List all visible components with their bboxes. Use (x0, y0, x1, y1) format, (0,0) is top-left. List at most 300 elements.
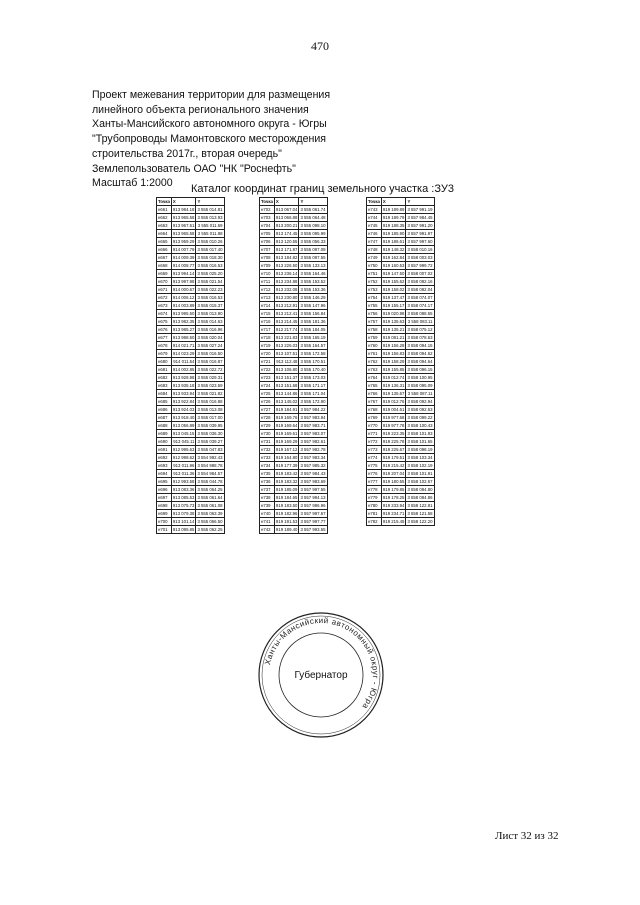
y-cell: 3 557 983.94 (300, 415, 326, 420)
point-cell: н661 (157, 206, 172, 214)
table-row (157, 334, 225, 342)
catalog-title: Каталог координат границ земельного участка :ЗУ3 (191, 183, 454, 195)
table-row (157, 374, 225, 382)
x-cell: 919 135.67 (382, 391, 405, 396)
point-cell: н763 (367, 366, 382, 374)
x-cell: 919 012.76 (382, 399, 405, 404)
table-row (157, 262, 225, 270)
x-cell: 913 171.97 (275, 247, 298, 252)
point-cell: н686 (157, 406, 172, 414)
point-cell: н721 (260, 358, 275, 366)
x-cell: 913 232.08 (275, 287, 298, 292)
x-cell: 912 998.62 (172, 455, 195, 460)
table-row (157, 478, 225, 486)
column-header-x: X (381, 198, 406, 206)
point-cell: н776 (367, 470, 382, 478)
y-cell: 3 557 984.43 (300, 471, 326, 476)
x-cell: 913 982.35 (172, 319, 195, 324)
y-cell: 3 555 063.39 (197, 511, 223, 516)
table-row (260, 390, 328, 398)
y-cell: 3 555 064.48 (300, 215, 326, 220)
table-row (367, 254, 435, 262)
x-cell: 919 081.21 (382, 335, 405, 340)
table-row (367, 502, 435, 510)
header-line: Ханты-Мансийского автономного округа - Югры (92, 118, 327, 131)
y-cell: 3 555 039.27 (197, 439, 223, 444)
table-row (157, 310, 225, 318)
point-cell: н718 (260, 334, 275, 342)
table-row (260, 230, 328, 238)
y-cell: 3 555 164.46 (300, 271, 326, 276)
y-cell: 3 555 061.64 (197, 495, 223, 500)
y-cell: 3 557 984.45 (407, 215, 433, 220)
point-cell: н704 (260, 222, 275, 230)
x-cell: 913 174.45 (275, 231, 298, 236)
point-cell: н725 (260, 390, 275, 398)
point-cell: н732 (260, 446, 275, 454)
point-cell: н779 (367, 494, 382, 502)
point-cell: н684 (157, 390, 172, 398)
x-cell: 919 215.42 (382, 463, 405, 468)
point-cell: н762 (367, 358, 382, 366)
x-cell: 919 155.17 (382, 303, 405, 308)
y-cell: 3 558 088.55 (407, 311, 433, 316)
table-row (367, 246, 435, 254)
y-cell: 3 555 013.93 (197, 215, 223, 220)
y-cell: 3 555 013.90 (197, 311, 223, 316)
x-cell: 913 214.45 (275, 319, 298, 324)
y-cell: 3 555 153.52 (300, 279, 326, 284)
table-row (260, 254, 328, 262)
table-row (157, 470, 225, 478)
x-cell: 919 155.62 (382, 279, 405, 284)
y-cell: 3 555 056.33 (300, 239, 326, 244)
point-cell: н681 (157, 366, 172, 374)
table-row (367, 214, 435, 222)
table-row (157, 222, 225, 230)
y-cell: 3 558 100.95 (407, 375, 433, 380)
point-cell: н705 (260, 230, 275, 238)
point-cell: н780 (367, 502, 382, 510)
point-cell: н682 (157, 374, 172, 382)
x-cell: 913 922.84 (172, 399, 195, 404)
point-cell: н753 (367, 286, 382, 294)
point-cell: н687 (157, 414, 172, 422)
x-cell: 912 995.63 (172, 447, 195, 452)
x-cell: 913 184.82 (275, 255, 298, 260)
point-cell: н746 (367, 230, 382, 238)
x-cell: 919 191.53 (275, 519, 298, 524)
table-row (367, 270, 435, 278)
point-cell: н729 (260, 422, 275, 430)
point-cell: н766 (367, 390, 382, 398)
point-cell: н737 (260, 486, 275, 494)
point-cell: н747 (367, 238, 382, 246)
y-cell: 3 555 171.17 (300, 383, 326, 388)
y-cell: 3 555 013.08 (197, 407, 223, 412)
table-row (260, 326, 328, 334)
x-cell: 913 985.27 (172, 327, 195, 332)
x-cell: 919 156.28 (382, 343, 405, 348)
table-row (367, 342, 435, 350)
point-cell: н754 (367, 294, 382, 302)
point-cell: н727 (260, 406, 275, 414)
y-cell: 3 555 022.72 (197, 367, 223, 372)
table-row (367, 310, 435, 318)
y-cell: 3 558 087.11 (407, 391, 433, 396)
point-cell: н678 (157, 342, 172, 350)
table-row (157, 502, 225, 510)
point-cell: н724 (260, 382, 275, 390)
point-cell: н716 (260, 318, 275, 326)
table-row (367, 366, 435, 374)
y-cell: 3 558 121.58 (407, 511, 433, 516)
point-cell: н748 (367, 246, 382, 254)
point-cell: н738 (260, 494, 275, 502)
y-cell: 3 558 084.86 (407, 495, 433, 500)
x-cell: 919 189.79 (382, 215, 405, 220)
table-row (260, 518, 328, 526)
table-row (260, 246, 328, 254)
y-cell: 3 557 997.55 (300, 487, 326, 492)
sheet-label: Лист 32 из 32 (495, 830, 559, 842)
x-cell: 919 004.61 (382, 407, 405, 412)
table-row (157, 406, 225, 414)
point-cell: н777 (367, 478, 382, 486)
x-cell: 913 075.73 (172, 503, 195, 508)
x-cell: 914 003.89 (172, 303, 195, 308)
point-cell: н717 (260, 326, 275, 334)
table-row (367, 350, 435, 358)
table-row (260, 438, 328, 446)
y-cell: 3 558 101.91 (407, 471, 433, 476)
x-cell: 912 217.74 (275, 327, 298, 332)
y-cell: 3 558 075.12 (407, 327, 433, 332)
y-cell: 3 555 020.04 (197, 335, 223, 340)
table-row (260, 262, 328, 270)
point-cell: н757 (367, 318, 382, 326)
point-cell: н742 (260, 526, 275, 534)
x-cell: 914 023.29 (172, 351, 195, 356)
x-cell: 919 169.76 (275, 415, 298, 420)
x-cell: 913 045.11 (173, 439, 195, 444)
y-cell: 3 555 017.40 (197, 247, 223, 252)
y-cell: 3 557 982.61 (300, 439, 326, 444)
table-row (367, 286, 435, 294)
table-row (157, 318, 225, 326)
y-cell: 3 555 015.37 (197, 303, 223, 308)
x-cell: 913 200.21 (275, 223, 298, 228)
table-row (157, 462, 225, 470)
y-cell: 3 557 993.55 (300, 527, 326, 532)
table-row (367, 454, 435, 462)
y-cell: 3 558 078.63 (407, 335, 433, 340)
y-cell: 3 558 102.19 (407, 463, 433, 468)
y-cell: 3 555 025.20 (197, 271, 223, 276)
point-cell: н759 (367, 334, 382, 342)
table-row (367, 438, 435, 446)
point-cell: н707 (260, 246, 275, 254)
y-cell: 3 557 997.60 (407, 239, 433, 244)
table-row (260, 502, 328, 510)
point-cell: н782 (367, 518, 382, 526)
point-cell: н722 (260, 366, 275, 374)
table-row (157, 286, 225, 294)
y-cell: 3 558 101.65 (407, 439, 433, 444)
x-cell: 914 000.67 (172, 287, 195, 292)
point-cell: н741 (260, 518, 275, 526)
y-cell: 3 555 016.96 (197, 327, 223, 332)
x-cell: 913 965.58 (172, 231, 195, 236)
y-cell: 3 558 122.81 (407, 503, 433, 508)
table-row (367, 510, 435, 518)
point-cell: н710 (260, 270, 275, 278)
x-cell: 913 107.51 (275, 351, 298, 356)
table-row (157, 494, 225, 502)
seal-ring-text: Ханты-Мансийский автономный округ - Югра (263, 615, 381, 712)
x-cell: 919 155.85 (382, 367, 405, 372)
table-row (157, 510, 225, 518)
y-cell: 3 558 096.15 (407, 367, 433, 372)
table-row (157, 238, 225, 246)
y-cell: 3 558 092.53 (407, 407, 433, 412)
y-cell: 3 557 984.22 (300, 407, 326, 412)
y-cell: 3 555 170.51 (300, 359, 326, 364)
point-cell: н734 (260, 462, 275, 470)
x-cell: 919 184.91 (275, 407, 298, 412)
table-row (367, 478, 435, 486)
x-cell: 919 179.85 (382, 487, 405, 492)
table-row (157, 430, 225, 438)
point-cell: н669 (157, 270, 172, 278)
table-row (367, 374, 435, 382)
table-row (260, 222, 328, 230)
table-row (260, 302, 328, 310)
table-row (260, 318, 328, 326)
point-cell: н740 (260, 510, 275, 518)
x-cell: 919 158.29 (382, 359, 405, 364)
table-row (260, 398, 328, 406)
y-cell: 3 558 010.16 (407, 247, 433, 252)
y-cell: 3 555 011.88 (197, 231, 223, 236)
x-cell: 913 106.80 (275, 367, 298, 372)
point-cell: н668 (157, 262, 172, 270)
x-cell: 913 995.50 (172, 311, 195, 316)
x-cell: 919 177.39 (275, 463, 298, 468)
table-row (367, 406, 435, 414)
table-row (367, 430, 435, 438)
y-cell: 3 555 011.69 (197, 223, 223, 228)
y-cell: 3 555 014.63 (197, 319, 223, 324)
point-cell: н701 (157, 526, 172, 534)
y-cell: 3 555 018.30 (197, 255, 223, 260)
y-cell: 3 554 984.57 (197, 471, 223, 476)
table-row (367, 318, 435, 326)
x-cell: 919 189.40 (275, 527, 298, 532)
table-row (157, 366, 225, 374)
coordinate-table (156, 197, 225, 534)
x-cell: 914 009.39 (172, 255, 195, 260)
y-cell: 3 558 092.94 (407, 399, 433, 404)
point-cell: н697 (157, 494, 172, 502)
x-cell: 913 011.36 (173, 471, 195, 476)
x-cell: 914 008.77 (172, 263, 195, 268)
x-cell: 913 933.94 (172, 391, 195, 396)
x-cell: 914 021.71 (172, 343, 195, 348)
column-header-y: Y (299, 198, 327, 206)
x-cell: 919 223.35 (382, 431, 405, 436)
y-cell: 3 554 992.43 (197, 455, 223, 460)
column-header-point: Точка (158, 199, 170, 204)
point-cell: н774 (367, 454, 382, 462)
column-header-x: X (274, 198, 299, 206)
y-cell: 3 558 122.20 (407, 519, 433, 524)
table-row (367, 334, 435, 342)
table-row (157, 422, 225, 430)
x-cell: 919 162.84 (382, 255, 405, 260)
x-cell: 913 144.86 (275, 391, 298, 396)
x-cell: 919 147.50 (382, 271, 405, 276)
x-cell: 919 225.78 (382, 439, 405, 444)
x-cell: 913 151.68 (275, 383, 298, 388)
point-cell: н781 (367, 510, 382, 518)
y-cell: 3 555 047.83 (197, 447, 223, 452)
y-cell: 3 555 098.10 (300, 223, 326, 228)
x-cell: 913 236.14 (275, 271, 298, 276)
header-line: линейного объекта регионального значения (92, 103, 309, 116)
table-row (367, 278, 435, 286)
table-header-row (157, 198, 225, 206)
point-cell: н688 (157, 422, 172, 430)
point-cell: н773 (367, 446, 382, 454)
table-row (260, 342, 328, 350)
x-cell: 919 164.80 (275, 455, 298, 460)
table-row (260, 406, 328, 414)
x-cell: 919 977.78 (382, 423, 405, 428)
x-cell: 913 085.53 (172, 495, 195, 500)
point-cell: н666 (157, 246, 172, 254)
y-cell: 3 555 039.95 (197, 423, 223, 428)
table-row (260, 382, 328, 390)
table-row (367, 262, 435, 270)
point-cell: н708 (260, 254, 275, 262)
point-cell: н778 (367, 486, 382, 494)
y-cell: 3 558 102.67 (407, 479, 433, 484)
table-header-row (367, 198, 435, 206)
x-cell: 919 183.32 (275, 479, 298, 484)
point-cell: н673 (157, 302, 172, 310)
table-row (260, 510, 328, 518)
x-cell: 919 148.32 (382, 247, 405, 252)
point-cell: н719 (260, 342, 275, 350)
x-cell: 919 020.98 (382, 311, 405, 316)
x-cell: 913 226.50 (275, 263, 298, 268)
x-cell: 919 180.55 (382, 479, 405, 484)
x-cell: 919 156.83 (382, 351, 405, 356)
column-header-point: Точка (261, 199, 273, 204)
table-row (260, 446, 328, 454)
point-cell: н730 (260, 430, 275, 438)
point-cell: н692 (157, 454, 172, 462)
y-cell: 3 555 036.30 (197, 431, 223, 436)
table-row (367, 398, 435, 406)
table-row (157, 438, 225, 446)
x-cell: 913 988.50 (172, 335, 195, 340)
table-row (157, 446, 225, 454)
x-cell: 919 167.12 (275, 447, 298, 452)
x-cell: 919 977.68 (382, 415, 405, 420)
table-row (367, 470, 435, 478)
point-cell: н728 (260, 414, 275, 422)
y-cell: 3 557 991.97 (407, 231, 433, 236)
y-cell: 3 555 016.53 (197, 263, 223, 268)
point-cell: н733 (260, 454, 275, 462)
y-cell: 3 555 153.36 (300, 287, 326, 292)
y-cell: 3 558 003.03 (407, 255, 433, 260)
point-cell: н675 (157, 318, 172, 326)
y-cell: 3 555 044.78 (197, 479, 223, 484)
table-row (260, 470, 328, 478)
x-cell: 913 095.85 (172, 527, 195, 532)
table-row (157, 486, 225, 494)
x-cell: 919 169.64 (275, 423, 298, 428)
point-cell: н709 (260, 262, 275, 270)
x-cell: 919 160.53 (382, 263, 405, 268)
x-cell: 919 234.71 (382, 511, 405, 516)
y-cell: 3 555 170.40 (300, 367, 326, 372)
point-cell: н702 (260, 206, 275, 214)
y-cell: 3 555 181.36 (300, 319, 326, 324)
y-cell: 3 558 103.34 (407, 455, 433, 460)
x-cell: 919 184.65 (275, 495, 298, 500)
table-row (157, 382, 225, 390)
y-cell: 3 555 171.04 (300, 391, 326, 396)
table-row (157, 526, 225, 534)
table-row (367, 294, 435, 302)
y-cell: 3 555 016.53 (197, 295, 223, 300)
point-cell: н770 (367, 422, 382, 430)
table-row (157, 206, 225, 214)
point-cell: н693 (157, 462, 172, 470)
column-header-point: Точка (368, 199, 380, 204)
x-cell: 912 993.58 (172, 479, 195, 484)
point-cell: н765 (367, 382, 382, 390)
table-row (157, 326, 225, 334)
column-header-y: Y (196, 198, 224, 206)
coordinate-table (259, 197, 328, 534)
y-cell: 3 555 156.84 (300, 311, 326, 316)
x-cell: 913 066.88 (275, 215, 298, 220)
point-cell: н764 (367, 374, 382, 382)
y-cell: 3 558 083.11 (407, 319, 433, 324)
x-cell: 919 179.51 (382, 455, 405, 460)
x-cell: 919 183.50 (275, 503, 298, 508)
point-cell: н671 (157, 286, 172, 294)
x-cell: 913 112.48 (276, 359, 298, 364)
point-cell: н685 (157, 398, 172, 406)
table-row (367, 382, 435, 390)
x-cell: 914 011.54 (173, 359, 195, 364)
y-cell: 3 558 100.43 (407, 423, 433, 428)
table-row (260, 206, 328, 214)
point-cell: н677 (157, 334, 172, 342)
y-cell: 3 555 023.59 (197, 383, 223, 388)
point-cell: н698 (157, 502, 172, 510)
x-cell: 913 965.58 (172, 215, 195, 220)
header-line: строительства 2017г., вторая очередь" (92, 147, 282, 160)
point-cell: н775 (367, 462, 382, 470)
x-cell: 913 226.03 (275, 343, 298, 348)
